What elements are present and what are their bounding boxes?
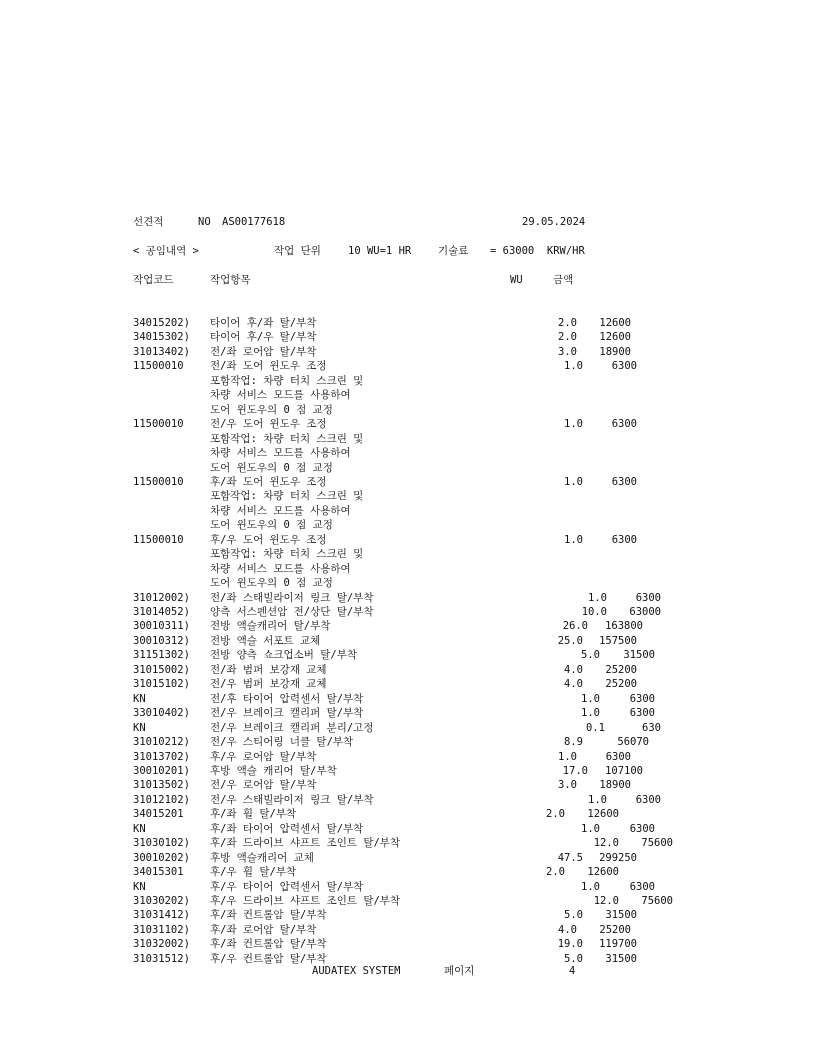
item-wu: 1.0 [581,880,600,893]
page-label: 페이지 [444,965,475,977]
item-amount: 107100 [605,764,643,777]
item-amount: 6300 [611,360,637,373]
item-amount: 6300 [629,707,655,720]
item-code: 31031412) [133,909,190,922]
item-wu: 12.0 [593,837,619,850]
item-wu: 1.0 [564,475,583,488]
section-title: < 공임내역 > [133,245,199,257]
item-description-detail: 도어 윈도우의 0 점 교정 [210,519,333,532]
item-amount: 163800 [605,620,643,633]
column-header-item: 작업항목 [210,274,251,286]
item-description: 후방 액슬 캐리어 탈/부착 [210,764,337,777]
item-code: 34015301 [133,866,184,879]
labor-rate-value: = 63000 KRW/HR [490,245,585,257]
item-code: 31012102) [133,793,190,806]
item-amount: 25200 [599,923,631,936]
item-wu: 5.0 [564,909,583,922]
item-wu: 10.0 [581,606,607,618]
item-amount: 299250 [599,851,637,864]
item-amount: 31500 [623,649,655,662]
item-description: 전/우 스티어링 너클 탈/부착 [210,736,354,749]
item-amount: 18900 [599,779,631,792]
item-description: 전/우 브레이크 캘리퍼 분리/고정 [210,721,374,734]
item-wu: 19.0 [557,938,583,951]
work-unit-value: 10 WU=1 HR [348,245,412,257]
item-amount: 12600 [587,808,619,821]
item-wu: 4.0 [564,678,583,691]
item-amount: 75600 [641,895,673,907]
item-code: 31032002) [133,938,190,951]
item-description: 후/좌 컨트롤암 탈/부착 [210,909,327,922]
column-header-amount: 금액 [553,274,574,286]
item-amount: 6300 [611,418,637,431]
page-number: 4 [569,965,576,977]
item-wu: 1.0 [581,692,600,705]
estimate-type-label: 선견적 [133,216,164,228]
item-wu: 1.0 [564,418,583,431]
item-amount: 31500 [605,909,637,922]
item-wu: 47.5 [557,851,583,864]
item-description: 전/우 도어 윈도우 조정 [210,418,327,431]
item-wu: 2.0 [558,331,577,344]
item-code: KN [133,880,146,893]
item-description-detail: 포함작업: 차량 터치 스크린 및 [210,490,364,503]
item-code: 31013502) [133,779,190,792]
item-wu: 5.0 [564,952,583,965]
item-code: 31031512) [133,952,190,965]
item-description-detail: 차량 서비스 모드를 사용하여 [210,389,351,402]
item-description: 후/우 타이어 압력센서 탈/부착 [210,880,364,893]
item-description: 전/좌 도어 윈도우 조정 [210,360,327,373]
item-code: 11500010 [133,360,184,373]
item-code: KN [133,721,146,734]
work-unit-label: 작업 단위 [274,245,321,257]
item-wu: 1.0 [564,360,583,373]
item-amount: 6300 [611,475,637,488]
item-wu: 0.1 [586,721,605,734]
item-code: 31012002) [133,591,190,604]
item-description: 후/우 도어 윈도우 조정 [210,533,327,546]
item-wu: 17.0 [562,764,588,777]
item-amount: 6300 [635,793,661,806]
item-code: 30010312) [133,634,190,647]
item-wu: 2.0 [546,808,565,821]
item-code: 31013702) [133,750,190,763]
item-description: 전방 양측 쇼크업소버 탈/부착 [210,649,358,662]
item-description: 전/우 로어암 탈/부착 [210,779,317,792]
item-description: 후/좌 드라이브 샤프트 조인트 탈/부착 [210,837,401,850]
column-header-code: 작업코드 [133,274,174,286]
item-wu: 4.0 [564,663,583,676]
item-description-detail: 차량 서비스 모드를 사용하여 [210,562,351,575]
item-wu: 8.9 [564,736,583,749]
estimate-number: AS00177618 [222,216,286,228]
item-description: 전방 액슬캐리어 탈/부착 [210,620,331,633]
item-description-detail: 포함작업: 차량 터치 스크린 및 [210,432,364,445]
item-code: 31013402) [133,345,190,358]
item-description: 후방 액슬캐리어 교체 [210,851,314,864]
estimate-date: 29.05.2024 [522,216,586,228]
item-description: 후/우 로어암 탈/부착 [210,750,317,763]
item-wu: 26.0 [562,620,588,633]
item-description-detail: 도어 윈도우의 0 점 교정 [210,461,333,474]
item-description-detail: 도어 윈도우의 0 점 교정 [210,403,333,416]
item-wu: 2.0 [546,866,565,879]
item-wu: 3.0 [558,779,577,792]
item-code: 33010402) [133,707,190,720]
item-amount: 6300 [635,591,661,604]
item-description: 전/좌 로어암 탈/부착 [210,345,317,358]
item-code: 31015102) [133,678,190,691]
labor-rate-label: 기술료 [438,245,469,257]
item-description: 후/우 드라이브 샤프트 조인트 탈/부착 [210,895,401,907]
item-amount: 630 [642,721,661,734]
item-amount: 12600 [587,866,619,879]
item-wu: 2.0 [558,317,577,329]
item-amount: 12600 [599,331,631,344]
item-amount: 18900 [599,345,631,358]
item-amount: 6300 [605,750,631,763]
item-description-detail: 포함작업: 차량 터치 스크린 및 [210,374,364,387]
item-description: 전/좌 범퍼 보강재 교체 [210,663,327,676]
item-description-detail: 포함작업: 차량 터치 스크린 및 [210,548,364,561]
item-code: 11500010 [133,533,184,546]
item-code: 11500010 [133,418,184,431]
item-amount: 25200 [605,663,637,676]
item-description: 전방 액슬 서포트 교체 [210,634,321,647]
item-amount: 6300 [629,692,655,705]
item-amount: 56070 [617,736,649,749]
item-description: 타이어 후/우 탈/부착 [210,331,317,344]
item-wu: 5.0 [581,649,600,662]
item-wu: 1.0 [564,533,583,546]
item-description-detail: 차량 서비스 모드를 사용하여 [210,447,351,460]
item-description: 후/좌 휠 탈/부착 [210,808,297,821]
item-description: 후/좌 타이어 압력센서 탈/부착 [210,822,364,835]
item-code: 31031102) [133,923,190,936]
item-description: 후/우 컨트롤암 탈/부착 [210,952,327,965]
item-description: 전/우 범퍼 보강재 교체 [210,678,327,691]
item-code: 34015201 [133,808,184,821]
item-amount: 157500 [599,634,637,647]
item-amount: 119700 [599,938,637,951]
item-description: 전/우 브레이크 캘리퍼 탈/부착 [210,707,364,720]
item-amount: 31500 [605,952,637,965]
item-description-detail: 도어 윈도우의 0 점 교정 [210,577,333,590]
item-code: 31030102) [133,837,190,850]
item-wu: 25.0 [557,634,583,647]
item-wu: 12.0 [593,895,619,907]
item-wu: 3.0 [558,345,577,358]
item-amount: 6300 [611,533,637,546]
item-amount: 6300 [629,880,655,893]
item-code: 30010201) [133,764,190,777]
item-description: 후/좌 도어 윈도우 조정 [210,475,327,488]
item-code: 30010202) [133,851,190,864]
item-description-detail: 차량 서비스 모드를 사용하여 [210,504,351,517]
item-code: 30010311) [133,620,190,633]
item-code: 11500010 [133,475,184,488]
item-wu: 1.0 [581,822,600,835]
item-description: 전/후 타이어 압력센서 탈/부착 [210,692,364,705]
item-wu: 1.0 [588,793,607,806]
item-description: 전/우 스태빌라이저 링크 탈/부착 [210,793,374,806]
item-code: KN [133,692,146,705]
item-amount: 12600 [599,317,631,329]
item-code: 31014052) [133,606,190,618]
item-code: 31010212) [133,736,190,749]
item-description: 후/좌 로어암 탈/부착 [210,923,317,936]
item-code: 31030202) [133,895,190,907]
item-amount: 63000 [629,606,661,618]
item-code: 31015002) [133,663,190,676]
item-amount: 75600 [641,837,673,850]
estimate-no-label: NO [198,216,211,228]
item-description: 후/좌 컨트롤암 탈/부착 [210,938,327,951]
item-code: KN [133,822,146,835]
system-name: AUDATEX SYSTEM [312,965,401,977]
item-amount: 25200 [605,678,637,691]
item-wu: 1.0 [558,750,577,763]
item-wu: 1.0 [588,591,607,604]
item-description: 전/좌 스태빌라이저 링크 탈/부착 [210,591,374,604]
item-description: 양측 서스펜션암 전/상단 탈/부착 [210,606,374,618]
column-header-wu: WU [510,274,523,286]
item-code: 34015202) [133,317,190,329]
item-code: 34015302) [133,331,190,344]
item-code: 31151302) [133,649,190,662]
item-wu: 1.0 [581,707,600,720]
item-description: 타이어 후/좌 탈/부착 [210,317,317,329]
item-description: 후/우 휠 탈/부착 [210,866,297,879]
item-wu: 4.0 [558,923,577,936]
item-amount: 6300 [629,822,655,835]
